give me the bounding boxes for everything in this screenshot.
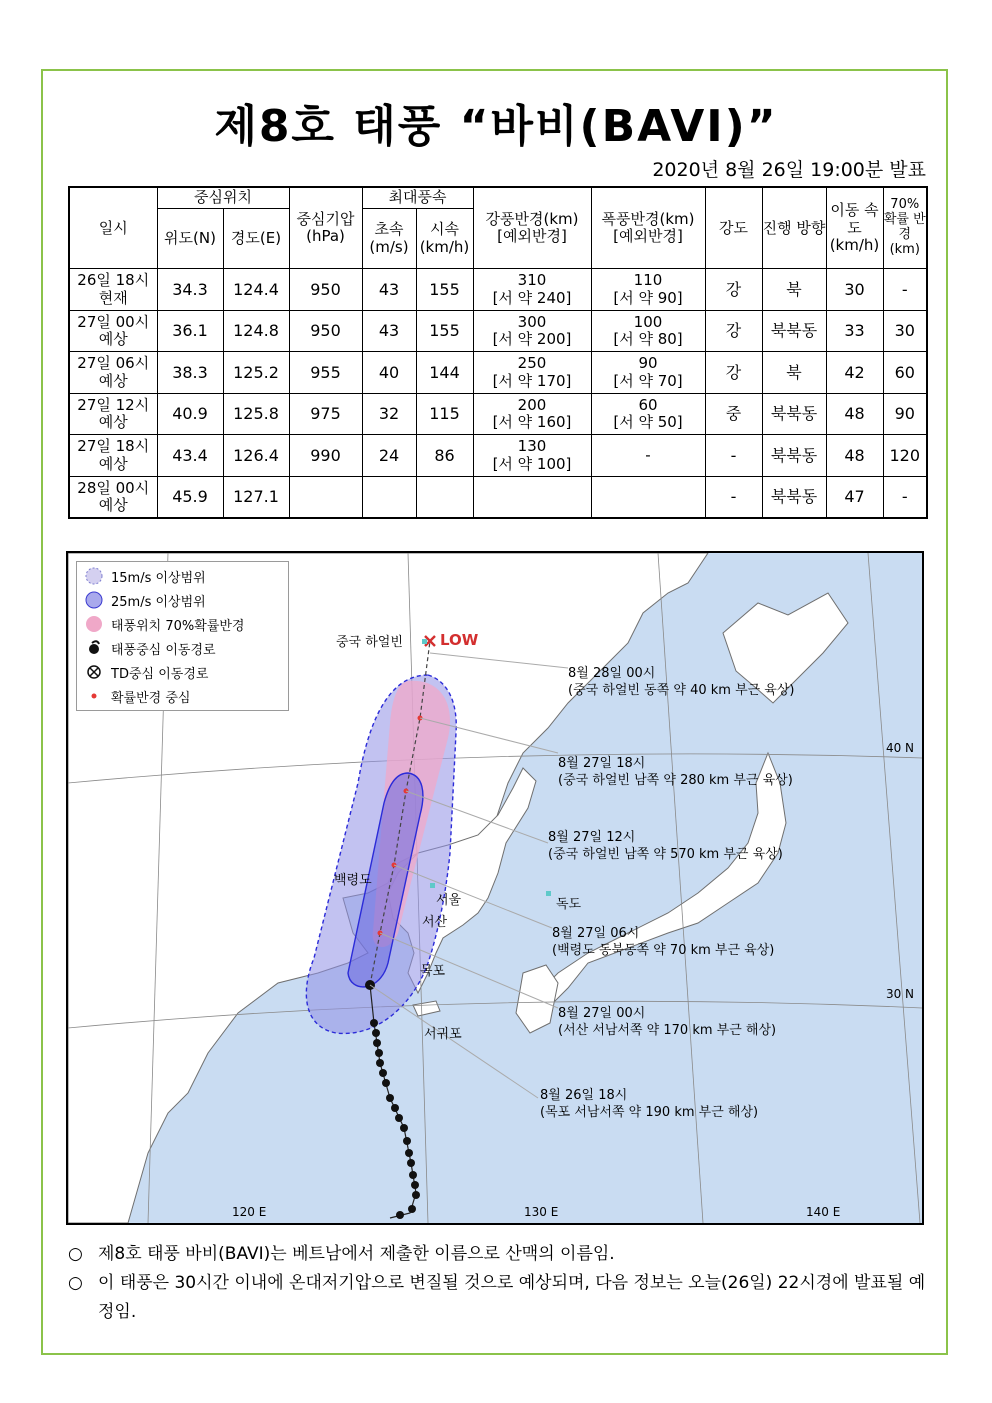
issued-time: 2020년 8월 26일 19:00분 발표 [652, 159, 926, 181]
cell-speed: 47 [826, 476, 883, 518]
note-text: 제8호 태풍 바비(BAVI)는 베트남에서 제출한 이름으로 산맥의 이름임. [98, 1244, 615, 1264]
cell-storm-radius: 60 [서 약 50] [591, 393, 705, 435]
annotation-26-18: 8월 26일 18시 (목포 서남서쪽 약 190 km 부근 해상) [540, 1088, 759, 1120]
cell-speed: 48 [826, 393, 883, 435]
annotation-28-00: 8월 28일 00시 (중국 하얼빈 동쪽 약 40 km 부근 육상) [568, 666, 795, 698]
table-row [69, 310, 927, 352]
cell-lon: 127.1 [223, 476, 289, 518]
cell-intensity: - [705, 435, 762, 477]
legend-item: TD중심 이동경로 [83, 661, 208, 683]
cell-direction: 북북동 [762, 310, 826, 352]
header-lat: 위도(N) [157, 208, 223, 269]
cell-strong-radius [473, 476, 591, 518]
legend-item: 확률반경 중심 [83, 685, 190, 707]
cell-strong-radius: 250 [서 약 170] [473, 352, 591, 394]
header-lon: 경도(E) [223, 208, 289, 269]
cell-wind-ms: 24 [362, 435, 416, 477]
header-max-wind: 최대풍속 [362, 187, 473, 208]
cell-lat: 38.3 [157, 352, 223, 394]
header-speed: 이동 속도 (km/h) [826, 187, 883, 269]
cell-lon: 125.8 [223, 393, 289, 435]
typhoon-track-icon [83, 637, 105, 659]
cell-storm-radius: 90 [서 약 70] [591, 352, 705, 394]
cell-strong-radius: 200 [서 약 160] [473, 393, 591, 435]
lon-label-130e: 130 E [524, 1205, 559, 1219]
annotation-27-00: 8월 27일 00시 (서산 서남서쪽 약 170 km 부근 해상) [558, 1006, 777, 1038]
cell-wind-kmh [416, 476, 473, 518]
cell-wind-ms: 43 [362, 310, 416, 352]
cell-wind-kmh: 155 [416, 310, 473, 352]
cell-prob70: - [883, 269, 927, 311]
cell-storm-radius: 110 [서 약 90] [591, 269, 705, 311]
cell-direction: 북북동 [762, 476, 826, 518]
place-baengnyeongdo: 백령도 [334, 873, 372, 888]
cell-direction: 북북동 [762, 393, 826, 435]
legend-item: 태풍중심 이동경로 [83, 637, 216, 659]
map-legend [76, 561, 289, 711]
cell-prob70: 60 [883, 352, 927, 394]
cell-wind-ms: 40 [362, 352, 416, 394]
cell-storm-radius: - [591, 435, 705, 477]
annotation-27-12: 8월 27일 12시 (중국 하얼빈 남쪽 약 570 km 부근 육상) [548, 830, 783, 862]
cell-strong-radius: 300 [서 약 200] [473, 310, 591, 352]
cell-speed: 42 [826, 352, 883, 394]
header-direction: 진행 방향 [762, 187, 826, 269]
header-intensity: 강도 [705, 187, 762, 269]
cell-wind-kmh: 86 [416, 435, 473, 477]
cell-wind-ms: 43 [362, 269, 416, 311]
cell-pressure: 950 [289, 269, 362, 311]
cell-lon: 124.8 [223, 310, 289, 352]
cell-wind-kmh: 115 [416, 393, 473, 435]
cell-intensity: 강 [705, 310, 762, 352]
cell-wind-kmh: 144 [416, 352, 473, 394]
cell-intensity: - [705, 476, 762, 518]
circle-bullet-icon: ○ [68, 1273, 83, 1293]
header-wind-kmh: 시속 (km/h) [416, 208, 473, 269]
cell-datetime: 27일 06시 예상 [69, 352, 157, 394]
cell-speed: 30 [826, 269, 883, 311]
cell-strong-radius: 310 [서 약 240] [473, 269, 591, 311]
place-seoul: 서울 [436, 893, 462, 908]
cell-prob70: 30 [883, 310, 927, 352]
cell-wind-kmh: 155 [416, 269, 473, 311]
cell-strong-radius: 130 [서 약 100] [473, 435, 591, 477]
15ms-range-icon [83, 565, 105, 587]
note-item [68, 1240, 928, 1269]
legend-item: 15m/s 이상범위 [83, 565, 206, 587]
note-text: 이 태풍은 30시간 이내에 온대저기압으로 변질될 것으로 예상되며, 다음 정보는 오늘(26일) 22시경에 발표될 예정임. [98, 1273, 926, 1322]
lat-label-40n: 40 N [885, 741, 914, 755]
lon-label-140e: 140 E [806, 1205, 841, 1219]
lon-label-120e: 120 E [232, 1205, 267, 1219]
forecast-table [68, 186, 928, 519]
prob70-radius-icon [83, 613, 105, 635]
header-prob70: 70% 확률 반경 (km) [883, 187, 927, 269]
annotation-27-06: 8월 27일 06시 (백령도 동북동쪽 약 70 km 부근 육상) [552, 926, 775, 958]
header-center-pos: 중심위치 [157, 187, 289, 208]
cell-intensity: 중 [705, 393, 762, 435]
table-row [69, 393, 927, 435]
cell-pressure: 950 [289, 310, 362, 352]
annotation-27-18: 8월 27일 18시 (중국 하얼빈 남쪽 약 280 km 부근 육상) [558, 756, 793, 788]
table-row [69, 435, 927, 477]
header-pressure: 중심기압 (hPa) [289, 187, 362, 269]
cell-lat: 40.9 [157, 393, 223, 435]
cell-lon: 124.4 [223, 269, 289, 311]
lat-label-30n: 30 N [885, 987, 914, 1001]
cell-speed: 33 [826, 310, 883, 352]
table-row [69, 269, 927, 311]
prob-center-icon [83, 685, 105, 707]
cell-datetime: 27일 12시 예상 [69, 393, 157, 435]
place-seogwipo: 서귀포 [424, 1027, 462, 1042]
cell-prob70: 120 [883, 435, 927, 477]
header-storm-radius: 폭풍반경(km) [예외반경] [591, 187, 705, 269]
circle-bullet-icon: ○ [68, 1244, 83, 1264]
cell-pressure: 990 [289, 435, 362, 477]
cell-wind-ms [362, 476, 416, 518]
table-row [69, 352, 927, 394]
cell-datetime: 27일 18시 예상 [69, 435, 157, 477]
cell-lon: 126.4 [223, 435, 289, 477]
page-title: 제8호 태풍 “바비(BAVI)” [214, 101, 778, 152]
cell-datetime: 26일 18시 현재 [69, 269, 157, 311]
cell-storm-radius [591, 476, 705, 518]
table-row [69, 476, 927, 518]
cell-direction: 북북동 [762, 435, 826, 477]
cell-lat: 45.9 [157, 476, 223, 518]
notes-section [68, 1240, 928, 1327]
cell-pressure: 975 [289, 393, 362, 435]
cell-wind-ms: 32 [362, 393, 416, 435]
legend-item: 25m/s 이상범위 [83, 589, 206, 611]
cell-lon: 125.2 [223, 352, 289, 394]
cell-speed: 48 [826, 435, 883, 477]
cell-storm-radius: 100 [서 약 80] [591, 310, 705, 352]
header-strong-radius: 강풍반경(km) [예외반경] [473, 187, 591, 269]
note-item [68, 1269, 928, 1327]
typhoon-track-map [66, 551, 924, 1225]
place-low: LOW [440, 631, 479, 649]
place-dokdo: 독도 [556, 897, 582, 912]
cell-pressure: 955 [289, 352, 362, 394]
cell-lat: 34.3 [157, 269, 223, 311]
cell-lat: 36.1 [157, 310, 223, 352]
cell-direction: 북 [762, 269, 826, 311]
legend-item: 태풍위치 70%확률반경 [83, 613, 245, 635]
cell-datetime: 27일 00시 예상 [69, 310, 157, 352]
cell-datetime: 28일 00시 예상 [69, 476, 157, 518]
cell-intensity: 강 [705, 352, 762, 394]
cell-pressure [289, 476, 362, 518]
cell-prob70: - [883, 476, 927, 518]
header-datetime: 일시 [69, 187, 157, 269]
td-track-icon [83, 661, 105, 683]
place-harbin: 중국 하얼빈 [336, 635, 403, 650]
header-wind-ms: 초속 (m/s) [362, 208, 416, 269]
cell-intensity: 강 [705, 269, 762, 311]
place-seosan: 서산 [422, 915, 448, 930]
cell-prob70: 90 [883, 393, 927, 435]
place-mokpo: 목포 [420, 964, 446, 979]
cell-direction: 북 [762, 352, 826, 394]
cell-lat: 43.4 [157, 435, 223, 477]
25ms-range-icon [83, 589, 105, 611]
